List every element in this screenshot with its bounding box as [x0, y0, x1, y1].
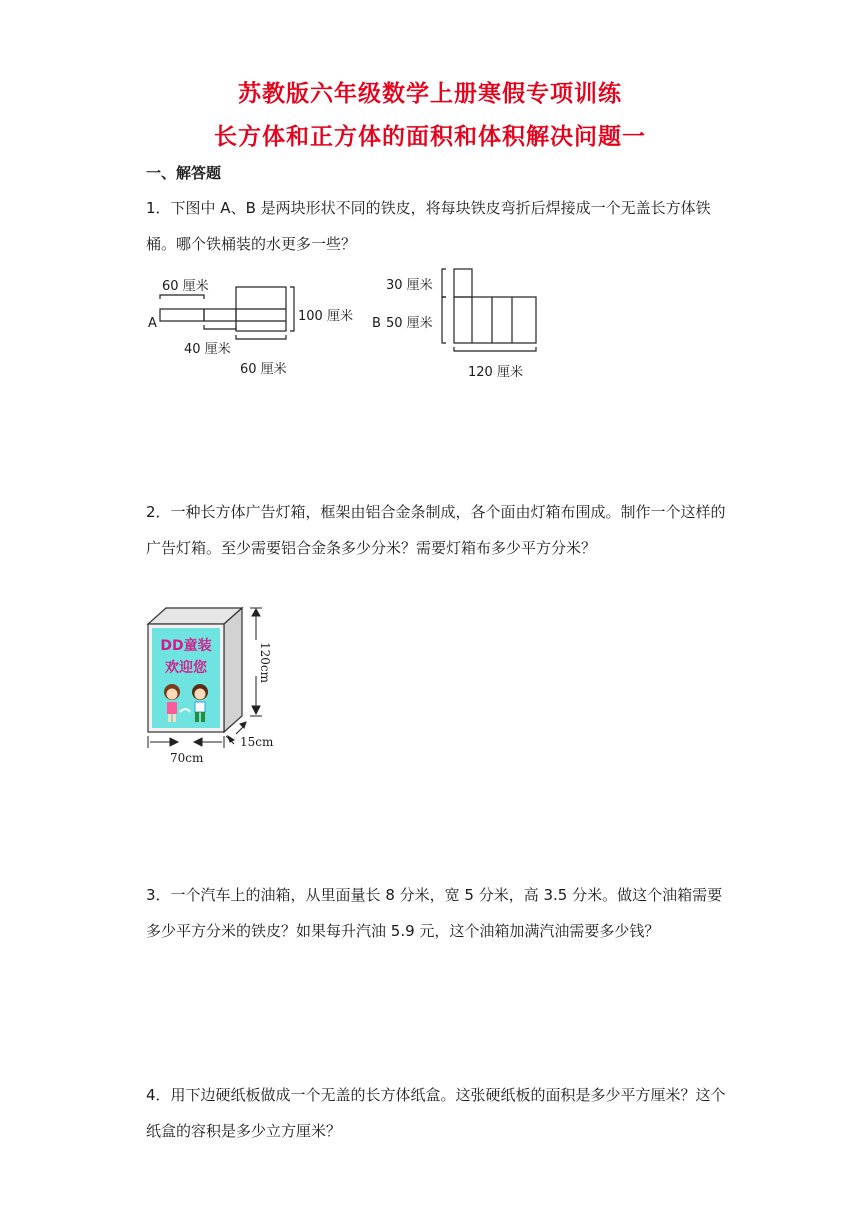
label-b-120: 120 厘米 — [468, 365, 523, 380]
bracket-b-mid — [442, 297, 446, 343]
bracket-b-top — [442, 269, 446, 297]
label-height-120cm: 120cm — [258, 642, 272, 684]
question-4: 4．用下边硬纸板做成一个无盖的长方体纸盒。这张硬纸板的面积是多少平方厘米？这个纸盒的容积是多少立方厘米？ — [146, 1086, 726, 1140]
sign-line-1: DD童装 — [160, 638, 212, 654]
page-subtitle: 长方体和正方体的面积和体积解决问题一 — [214, 124, 646, 150]
bracket-b-bottom — [454, 347, 536, 351]
bracket-a-bottom — [236, 335, 286, 339]
question-1: 1．下图中 A、B 是两块形状不同的铁皮，将每块铁皮弯折后焊接成一个无盖长方体铁桶。哪个铁桶装的水更多一些？ — [146, 199, 711, 253]
figure-lightbox — [140, 600, 320, 770]
bracket-a-top — [160, 295, 204, 299]
sheet-a-left-strip — [160, 309, 204, 321]
sheet-b-body — [454, 297, 536, 343]
figure-sheets-ab — [140, 265, 540, 390]
sign-line-2: 欢迎您 — [165, 660, 207, 676]
question-3: 3．一个汽车上的油箱，从里面量长 8 分米，宽 5 分米，高 3.5 分米。做这个油箱需要多少平方分米的铁皮？如果每升汽油 5.9 元，这个油箱加满汽油需要多少钱？ — [146, 886, 723, 940]
label-depth-15cm: 15cm — [240, 735, 274, 749]
sheet-a-middle-strip — [204, 309, 236, 321]
label-b-30: 30 厘米 — [386, 278, 433, 293]
sheet-b-top-tab — [454, 269, 472, 297]
section-heading: 一、解答题 — [146, 164, 222, 182]
label-b: B — [372, 316, 381, 331]
label-a-40: 40 厘米 — [184, 342, 231, 357]
bracket-a-right — [290, 287, 294, 331]
label-a-100: 100 厘米 — [298, 309, 353, 324]
question-2: 2．一种长方体广告灯箱，框架由铝合金条制成，各个面由灯箱布围成。制作一个这样的广告灯箱。至少需要铝合金条多少分米？需要灯箱布多少平方分米？ — [146, 503, 726, 557]
label-a: A — [148, 316, 157, 331]
label-a-60-top: 60 厘米 — [162, 279, 209, 294]
lightbox-side-face — [224, 608, 242, 732]
page-title: 苏教版六年级数学上册寒假专项训练 — [238, 81, 622, 107]
label-b-50: 50 厘米 — [386, 316, 433, 331]
bracket-a-mid — [204, 325, 236, 329]
label-a-60-bottom: 60 厘米 — [240, 362, 287, 377]
label-width-70cm: 70cm — [170, 751, 204, 765]
